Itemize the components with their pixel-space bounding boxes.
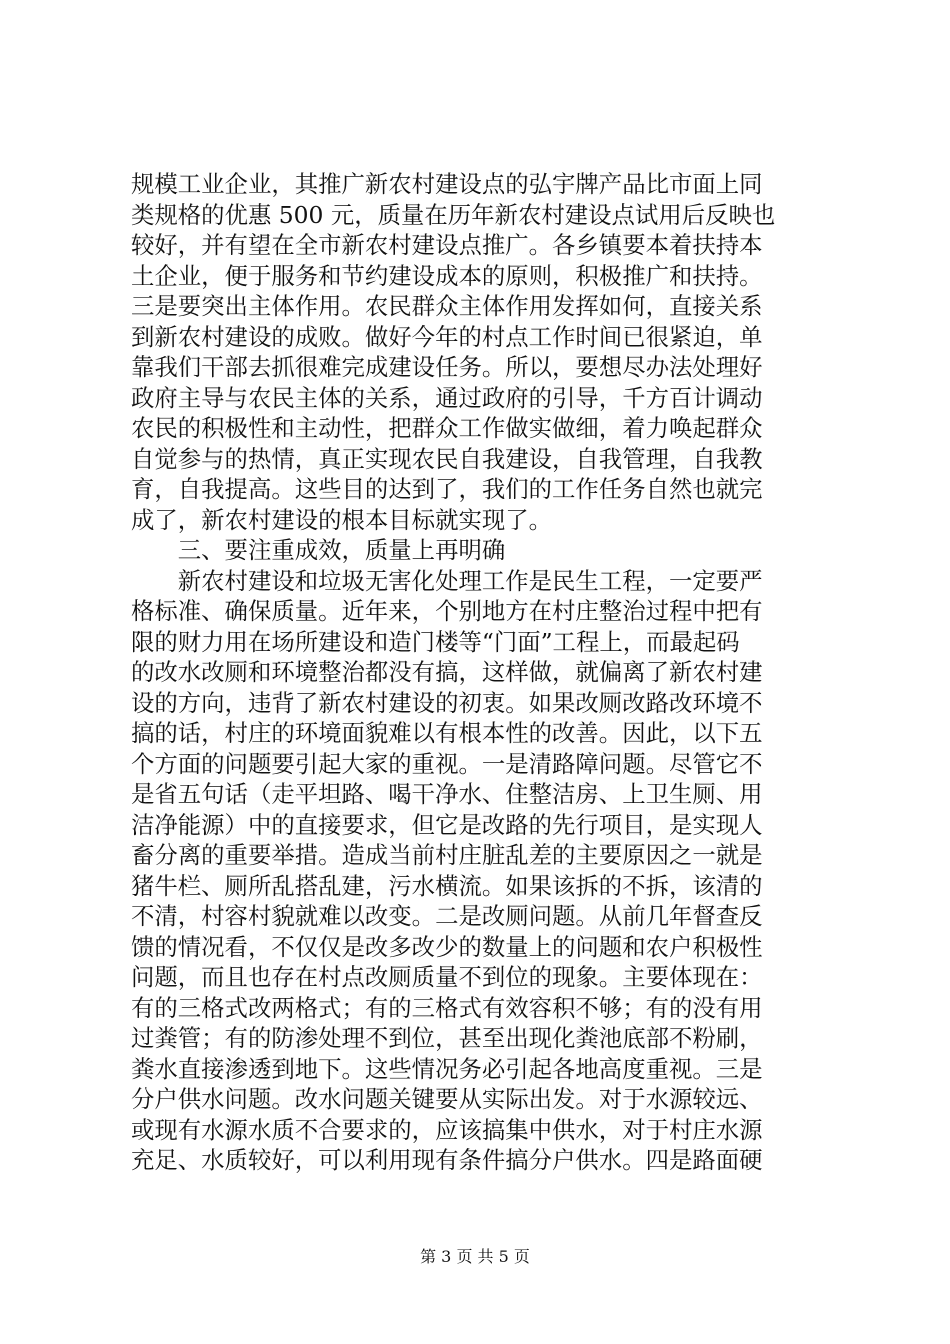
text-line: 馈的情况看，不仅仅是改多改少的数量上的问题和农户积极性 <box>131 932 763 961</box>
text-line: 粪水直接渗透到地下。这些情况务必引起各地高度重视。三是 <box>131 1054 763 1083</box>
text-line: 土企业，便于服务和节约建设成本的原则，积极推广和扶持。 <box>131 261 763 290</box>
text-line: 过粪管；有的防渗处理不到位，甚至出现化粪池底部不粉刷， <box>131 1024 763 1052</box>
text-line: 到新农村建设的成败。做好今年的村点工作时间已很紧迫，单 <box>131 322 763 351</box>
text-line: 较好，并有望在全市新农村建设点推广。各乡镇要本着扶持本 <box>131 231 763 259</box>
text-line: 是省五句话（走平坦路、喝干净水、住整洁房、上卫生厕、用 <box>131 780 763 808</box>
text-line: 限的财力用在场所建设和造门楼等“门面”工程上，而最起码 <box>131 627 740 656</box>
text-line: 搞的话，村庄的环境面貌难以有根本性的改善。因此，以下五 <box>131 719 763 747</box>
text-line: 成了，新农村建设的根本目标就实现了。 <box>131 505 553 534</box>
section-heading: 三、要注重成效，质量上再明确 <box>131 536 506 564</box>
text-line: 分户供水问题。改水问题关键要从实际出发。对于水源较远、 <box>131 1085 763 1113</box>
text-line: 类规格的优惠 500 元，质量在历年新农村建设点试用后反映也 <box>131 200 776 229</box>
text-line: 新农村建设和垃圾无害化处理工作是民生工程，一定要严 <box>131 566 763 595</box>
text-line: 不清，村容村貌就难以改变。二是改厕问题。从前几年督查反 <box>131 902 763 930</box>
text-line: 格标准、确保质量。近年来，个别地方在村庄整治过程中把有 <box>131 597 763 625</box>
text-line: 猪牛栏、厕所乱搭乱建，污水横流。如果该拆的不拆，该清的 <box>131 871 763 900</box>
text-line: 育，自我提高。这些目的达到了，我们的工作任务自然也就完 <box>131 475 763 503</box>
text-line: 或现有水源水质不合要求的，应该搞集中供水，对于村庄水源 <box>131 1115 763 1144</box>
text-line: 靠我们干部去抓很难完成建设任务。所以，要想尽办法处理好 <box>131 353 763 381</box>
text-line: 设的方向，违背了新农村建设的初衷。如果改厕改路改环境不 <box>131 688 763 717</box>
text-line: 个方面的问题要引起大家的重视。一是清路障问题。尽管它不 <box>131 749 763 778</box>
text-line: 政府主导与农民主体的关系，通过政府的引导，千方百计调动 <box>131 383 763 412</box>
text-line: 充足、水质较好，可以利用现有条件搞分户供水。四是路面硬 <box>131 1146 763 1174</box>
text-line: 畜分离的重要举措。造成当前村庄脏乱差的主要原因之一就是 <box>131 841 763 869</box>
text-line: 三是要突出主体作用。农民群众主体作用发挥如何，直接关系 <box>131 292 763 320</box>
page-footer <box>0 1247 950 1267</box>
page-number: 第 3 页 共 5 页 <box>420 1247 530 1266</box>
text-line: 自觉参与的热情，真正实现农民自我建设，自我管理，自我教 <box>131 444 763 473</box>
text-line: 洁净能源）中的直接要求，但它是改路的先行项目，是实现人 <box>131 810 763 839</box>
text-line: 农民的积极性和主动性，把群众工作做实做细，着力唤起群众 <box>131 414 763 442</box>
text-line: 有的三格式改两格式；有的三格式有效容积不够；有的没有用 <box>131 993 763 1022</box>
text-line: 的改水改厕和环境整治都没有搞，这样做，就偏离了新农村建 <box>131 658 763 686</box>
text-line: 问题，而且也存在村点改厕质量不到位的现象。主要体现在： <box>131 963 763 991</box>
text-line: 规模工业企业，其推广新农村建设点的弘宇牌产品比市面上同 <box>131 170 763 198</box>
body-text <box>131 169 831 1176</box>
